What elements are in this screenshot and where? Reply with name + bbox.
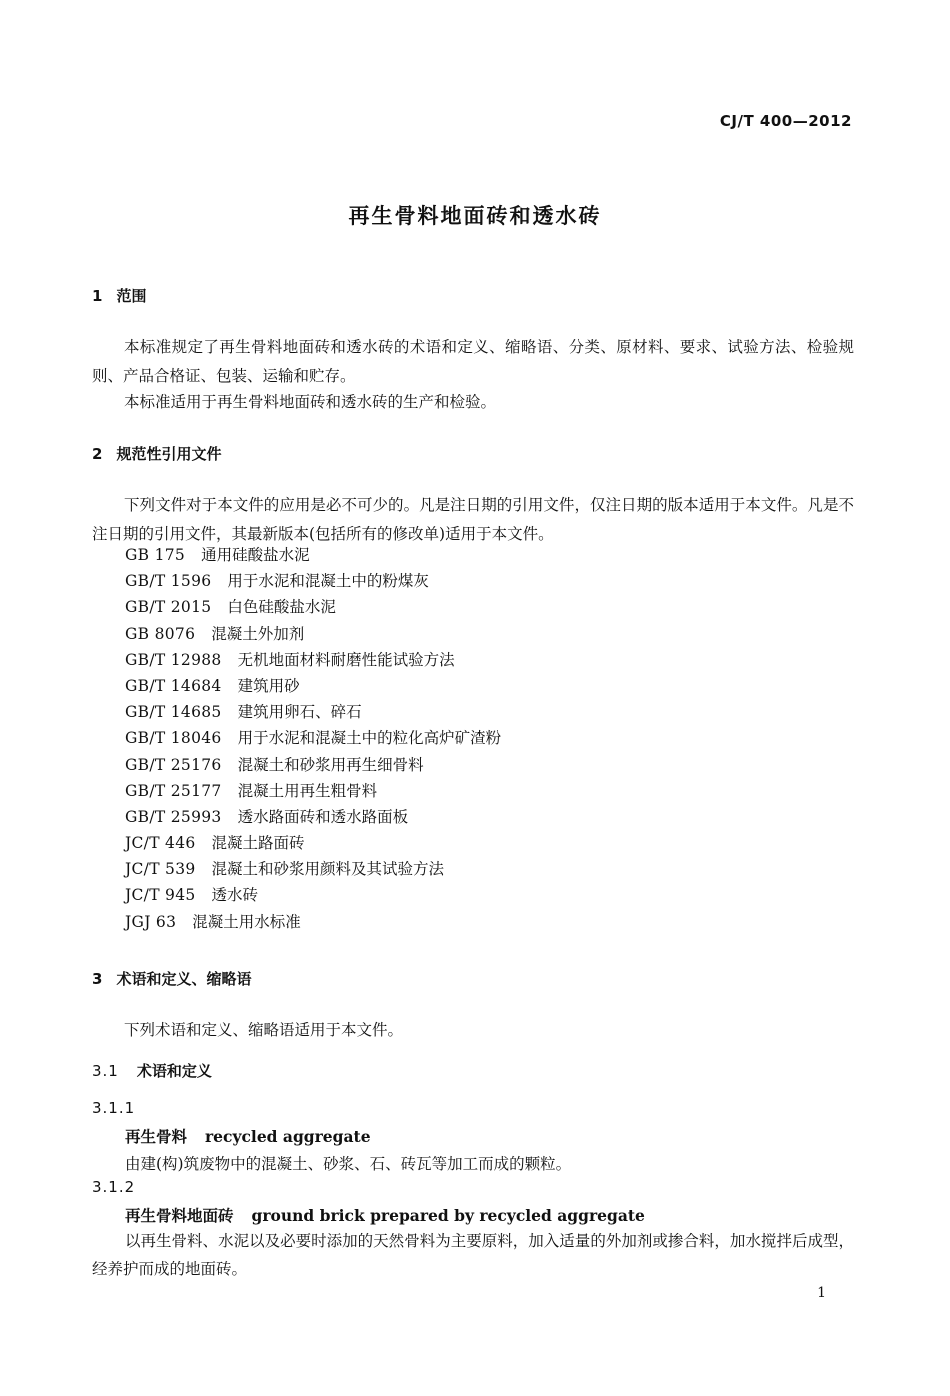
- list-item: [125, 542, 501, 568]
- reference-name: 混凝土路面砖: [211, 834, 305, 853]
- reference-name: 通用硅酸盐水泥: [201, 546, 310, 564]
- list-item: [125, 699, 501, 725]
- reference-code: GB/T 25177: [125, 781, 222, 800]
- subsection-3-1-heading: [92, 1060, 212, 1081]
- list-item: [125, 778, 501, 804]
- reference-name: 用于水泥和混凝土中的粒化高炉矿渣粉: [237, 729, 502, 748]
- document-title: 再生骨料地面砖和透水砖: [348, 204, 602, 228]
- section-number: 2: [92, 445, 103, 463]
- list-item: [125, 909, 501, 935]
- term-name-chinese: 再生骨料: [125, 1128, 188, 1146]
- reference-name: 建筑用砂: [237, 676, 300, 695]
- section-number: 1: [92, 287, 103, 305]
- term-3-1-1-definition: 由建(构)筑废物中的混凝土、砂浆、石、砖瓦等加工而成的颗粒。: [125, 1155, 572, 1173]
- list-item: [125, 856, 501, 882]
- reference-code: GB/T 14685: [125, 703, 222, 722]
- reference-list: [125, 542, 501, 935]
- section-3-intro: 下列术语和定义、缩略语适用于本文件。: [124, 1021, 404, 1039]
- term-3-1-1-name: [125, 1125, 371, 1147]
- section-2-intro: 下列文件对于本文件的应用是必不可少的。凡是注日期的引用文件，仅注日期的版本适用于本文件。凡是不注日期的引用文件，其最新版本(包括所有的修改单)适用于本文件。: [92, 496, 854, 543]
- reference-code: GB/T 2015: [125, 598, 212, 617]
- section-title: 规范性引用文件: [116, 445, 222, 463]
- section-1-heading: [92, 285, 146, 306]
- term-3-1-1-number: 3.1.1: [92, 1099, 136, 1117]
- reference-code: GB/T 12988: [125, 650, 222, 669]
- list-item: [125, 752, 501, 778]
- reference-name: 白色硅酸盐水泥: [227, 598, 336, 617]
- reference-name: 混凝土外加剂: [211, 624, 305, 643]
- term-name-english: recycled aggregate: [205, 1127, 371, 1146]
- reference-code: JC/T 446: [125, 834, 196, 853]
- reference-name: 建筑用卵石、碎石: [237, 703, 362, 722]
- list-item: [125, 647, 501, 673]
- reference-name: 混凝土和砂浆用颜料及其试验方法: [211, 860, 445, 879]
- reference-code: JC/T 945: [125, 886, 196, 905]
- reference-name: 用于水泥和混凝土中的粉煤灰: [227, 572, 429, 591]
- page-number: 1: [817, 1285, 826, 1301]
- list-item: [125, 725, 501, 751]
- subsection-title: 术语和定义: [136, 1062, 212, 1080]
- standard-code: CJ/T 400—2012: [719, 112, 852, 130]
- reference-name: 透水砖: [211, 886, 259, 905]
- reference-name: 混凝土用水标准: [192, 912, 301, 931]
- section-3-heading: [92, 968, 251, 989]
- reference-code: GB/T 18046: [125, 729, 222, 748]
- term-3-1-2-number: 3.1.2: [92, 1178, 136, 1196]
- list-item: [125, 804, 501, 830]
- reference-name: 混凝土用再生粗骨料: [237, 781, 378, 800]
- list-item: [125, 568, 501, 594]
- reference-code: GB/T 25176: [125, 755, 222, 774]
- reference-name: 无机地面材料耐磨性能试验方法: [237, 650, 455, 669]
- section-number: 3: [92, 970, 103, 988]
- reference-code: GB/T 1596: [125, 572, 212, 591]
- list-item: [125, 830, 501, 856]
- subsection-number: 3.1: [92, 1062, 119, 1080]
- reference-code: JGJ 63: [125, 912, 177, 931]
- term-name-english: ground brick prepared by recycled aggregate: [251, 1206, 645, 1225]
- list-item: [125, 673, 501, 699]
- list-item: [125, 594, 501, 620]
- reference-code: GB/T 14684: [125, 676, 222, 695]
- section-1-paragraph-2: 本标准适用于再生骨料地面砖和透水砖的生产和检验。: [124, 393, 497, 411]
- section-1-paragraph-1: 本标准规定了再生骨料地面砖和透水砖的术语和定义、缩略语、分类、原材料、要求、试验方法、检验规则、产品合格证、包装、运输和贮存。: [92, 338, 854, 385]
- section-title: 术语和定义、缩略语: [116, 970, 252, 988]
- reference-code: GB/T 25993: [125, 807, 222, 826]
- reference-code: JC/T 539: [125, 860, 196, 879]
- section-2-heading: [92, 443, 221, 464]
- term-3-1-2-name: [125, 1204, 645, 1226]
- reference-name: 透水路面砖和透水路面板: [237, 807, 409, 826]
- reference-code: GB 175: [125, 546, 186, 564]
- list-item: [125, 882, 501, 908]
- section-title: 范围: [116, 287, 147, 305]
- term-name-chinese: 再生骨料地面砖: [125, 1207, 234, 1225]
- reference-code: GB 8076: [125, 624, 196, 643]
- list-item: [125, 621, 501, 647]
- reference-name: 混凝土和砂浆用再生细骨料: [237, 755, 424, 774]
- term-3-1-2-definition: 以再生骨料、水泥以及必要时添加的天然骨料为主要原料，加入适量的外加剂或掺合料，加水搅拌后成型，经养护而成的地面砖。: [92, 1232, 854, 1278]
